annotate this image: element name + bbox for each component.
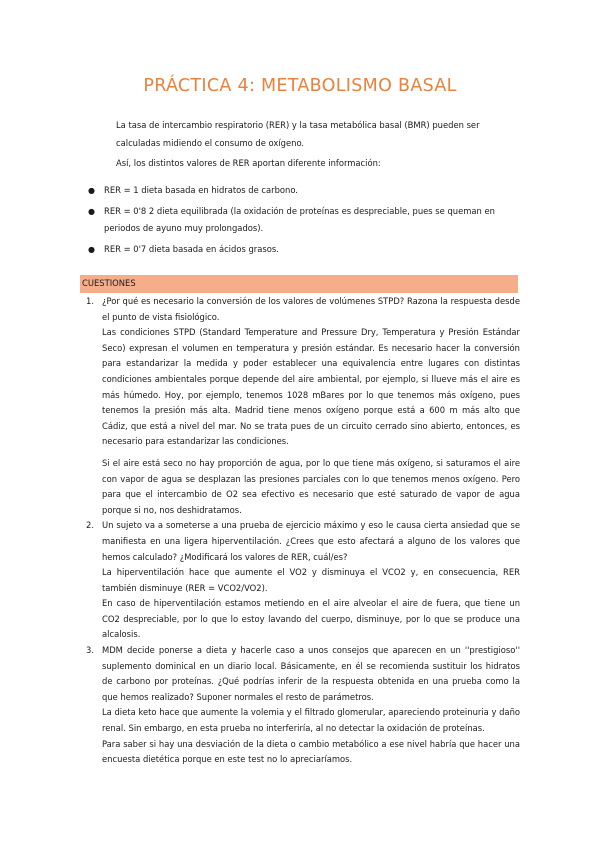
answer-text: Para saber si hay una desviación de la dieta o cambio metabólico a ese nivel habría que hacer una encuesta dietética porque en este test no lo apreciaríamos. [102, 738, 520, 765]
list-item-text: RER = 0'7 dieta basada en ácidos grasos. [104, 243, 279, 254]
bullet-icon: ● [88, 244, 95, 254]
question-item [80, 518, 520, 643]
rer-bullet-list [88, 182, 528, 261]
list-item [88, 203, 528, 238]
bullet-icon: ● [88, 186, 95, 195]
question-number: 1. [86, 296, 94, 306]
bullet-icon: ● [88, 206, 95, 216]
intro-paragraph: La tasa de intercambio respiratorio (RER) y la tasa metabólica basal (BMR) pueden ser calculadas midiendo el consumo de oxígeno. [116, 120, 480, 148]
question-item [80, 643, 520, 768]
question-text: ¿Por qué es necesario la conversión de los valores de volúmenes STPD? Razona la respuesta desde el punto de vista fisiológico. [102, 296, 520, 322]
answer-text: Las condiciones STPD (Standard Temperature and Pressure Dry, Temperatura y Presión Estándar Seco) expresan el volumen en temperatura y presión estándar. Es necesario hacer la conversión para estandarizar la medida y poder establecer una equivalencia entre lugares con distintas condiciones ambientales porque depende del aire ambiental, por ejemplo, si llueve más el aire es más húmedo. Hoy, por ejemplo, tenemos 1028 mBares por lo que tenemos más oxígeno, pues tenemos la presión más alta. Madrid tiene menos oxígeno porque está a 600 m más alto que Cádiz, que está a nivel del mar. No se trata pues de un circuito cerrado sino abierto, entonces, es necesario para estandarizar las condiciones. [102, 327, 520, 447]
answer-text: Si el aire está seco no hay proporción de agua, por lo que tiene más oxígeno, si saturamos el aire con vapor de agua se desplazan las presiones parciales con lo que tenemos menos oxígeno. Pero para que el intercambio de O2 sea efectivo es necesario que esté saturado de vapor de agua porque si no, nos deshidratamos. [102, 457, 520, 515]
answer-text: La hiperventilación hace que aumente el VO2 y disminuya el VCO2 y, en consecuencia, RER también disminuye (RER = VCO2/VO2). [102, 567, 520, 593]
page-title: PRÁCTICA 4: METABOLISMO BASAL [143, 76, 457, 96]
answer-text: La dieta keto hace que aumente la volemia y el filtrado glomerular, apareciendo proteinuria y daño renal. Sin embargo, en esta prueba no interferiría, al no detectar la oxidación de proteínas. [102, 707, 520, 734]
question-text: MDM decide ponerse a dieta y hacerle caso a unos consejos que aparecen en un ''prestigioso'' suplemento dominical en un diario local. Básicamente, en él se recomienda sustituir los hidratos de carbono por proteínas. ¿Qué podrías inferir de la respuesta obtenida en una prueba como la que hemos realizado? Suponer normales el resto de parámetros. [102, 645, 520, 702]
question-item [80, 294, 520, 518]
section-title: CUESTIONES [82, 278, 136, 288]
rer-intro-paragraph: Así, los distintos valores de RER aportan diferente información: [116, 158, 381, 168]
question-number: 2. [86, 520, 94, 531]
section-header [80, 275, 518, 293]
list-item [88, 241, 528, 259]
question-number: 3. [86, 645, 94, 656]
list-item [88, 182, 528, 200]
answer-text: En caso de hiperventilación estamos metiendo en el aire alveolar el aire de fuera, que tiene un CO2 despreciable, por lo que lo estoy lavando del cuerpo, disminuye, por lo que se produce una alcalosis. [102, 598, 520, 640]
list-item-text: RER = 1 dieta basada en hidratos de carbono. [104, 185, 298, 195]
list-item-text: RER = 0'8 2 dieta equilibrada (la oxidación de proteínas es despreciable, pues se queman en periodos de ayuno muy prolongados). [104, 205, 495, 233]
questions-list [80, 294, 520, 768]
question-text: Un sujeto va a someterse a una prueba de ejercicio máximo y eso le causa cierta ansiedad que se manifiesta en una ligera hiperventilación. ¿Crees que esto afectará a alguno de los valores que hemos calculado? ¿Modificará los valores de RER, cuál/es? [102, 520, 520, 562]
